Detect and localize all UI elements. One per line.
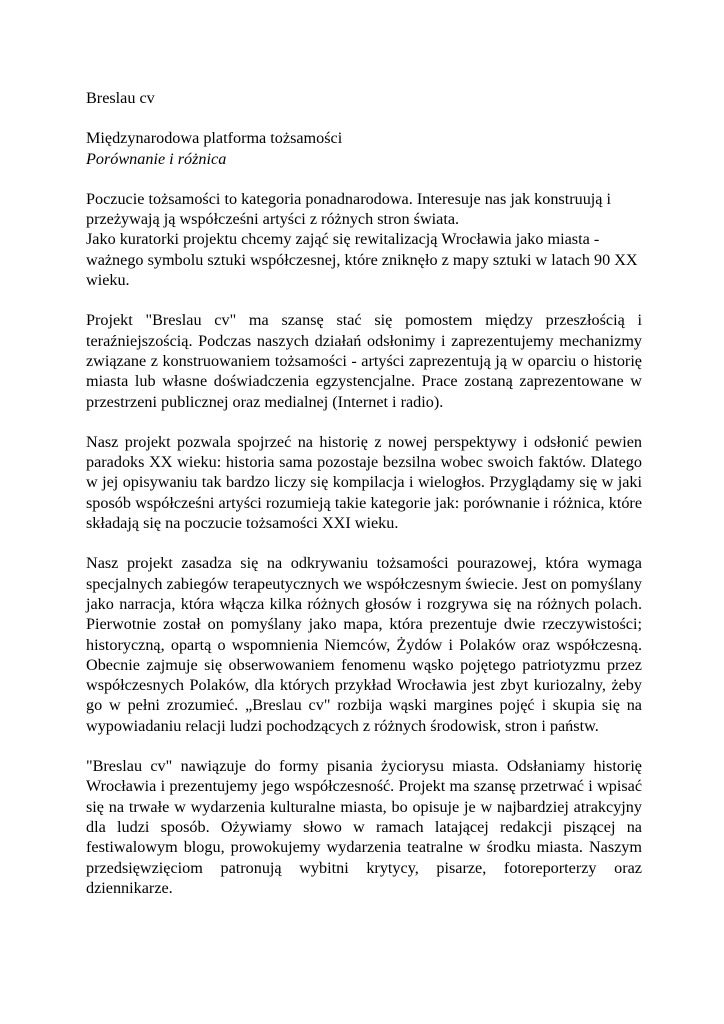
paragraph-intro-1: Poczucie tożsamości to kategoria ponadnarodowa. Interesuje nas jak konstruują i przeżywają ją współcześni artyści z różnych stron świata. [86, 189, 612, 229]
document-title: Breslau cv [86, 89, 155, 107]
subtitle-block [86, 128, 642, 169]
document-page [86, 88, 642, 918]
document-subtitle-italic: Porównanie i różnica [86, 149, 227, 168]
paragraph-intro-2: Jako kuratorki projektu chcemy zająć się rewitalizacją Wrocławia jako miasta - ważnego symbolu sztuki współczesnej, które zniknęło z mapy sztuki w latach 90 XX wieku. [86, 230, 638, 290]
paragraph-identity: Nasz projekt zasadza się na odkrywaniu tożsamości pourazowej, która wymaga specjalnych zabiegów terapeutycznych we współczesnym świecie. Jest on pomyślany jako narracja, która włącza kilka różnych głosów i rozgrywa się na różnych polach. Pierwotnie został on pomyślany jako mapa, która prezentuje dwie rzeczywistości; historyczną, opartą o wspomnienia Niemców, Żydów i Polaków oraz współczesną. Obecnie zajmuje się obserwowaniem fenomenu wąsko pojętego patriotyzmu przez współczesnych Polaków, dla których przykład Wrocławia jest zbyt kuriozalny, żeby go w pełni zrozumieć. „Breslau cv" rozbija wąski margines pojęć i skupia się na wypowiadaniu relacji ludzi pochodzących z różnych środowisk, stron i państw. [86, 554, 642, 735]
paragraph-project: Projekt "Breslau cv" ma szansę stać się pomostem między przeszłością i teraźniejszością. Podczas naszych działań odsłonimy i zaprezentujemy mechanizmy związane z konstruowaniem tożsamości - artyści zaprezentują ją w oparciu o historię miasta lub własne doświadczenia egzystencjalne. Prace zostaną zaprezentowane w przestrzeni publicznej oraz medialnej (Internet i radio). [86, 311, 642, 411]
document-subtitle: Międzynarodowa platforma tożsamości [86, 129, 343, 148]
paragraph-city-biography: "Breslau cv" nawiązuje do formy pisania życiorysu miasta. Odsłaniamy historię Wrocławia i prezentujemy jego współczesność. Projekt ma szansę przetrwać i wpisać się na trwałe w wydarzenia kulturalne miasta, bo opisuje je w najbardziej atrakcyjny dla ludzi sposób. Ożywiamy słowo w ramach latającej redakcji piszącej na festiwalowym blogu, prowokujemy wydarzenia teatralne w środku miasta. Naszym przedsięwzięciom patronują wybitni krytycy, pisarze, fotoreporterzy oraz dziennikarze. [86, 757, 642, 897]
paragraph-perspective: Nasz projekt pozwala spojrzeć na historię z nowej perspektywy i odsłonić pewien paradoks XX wieku: historia sama pozostaje bezsilna wobec swoich faktów. Dlatego w jej opisywaniu tak bardzo liczy się kompilacja i wielogłos. Przyglądamy się w jaki sposób współcześni artyści rozumieją takie kategorie jak: porównanie i różnica, które składają się na poczucie tożsamości XXI wieku. [86, 432, 642, 533]
